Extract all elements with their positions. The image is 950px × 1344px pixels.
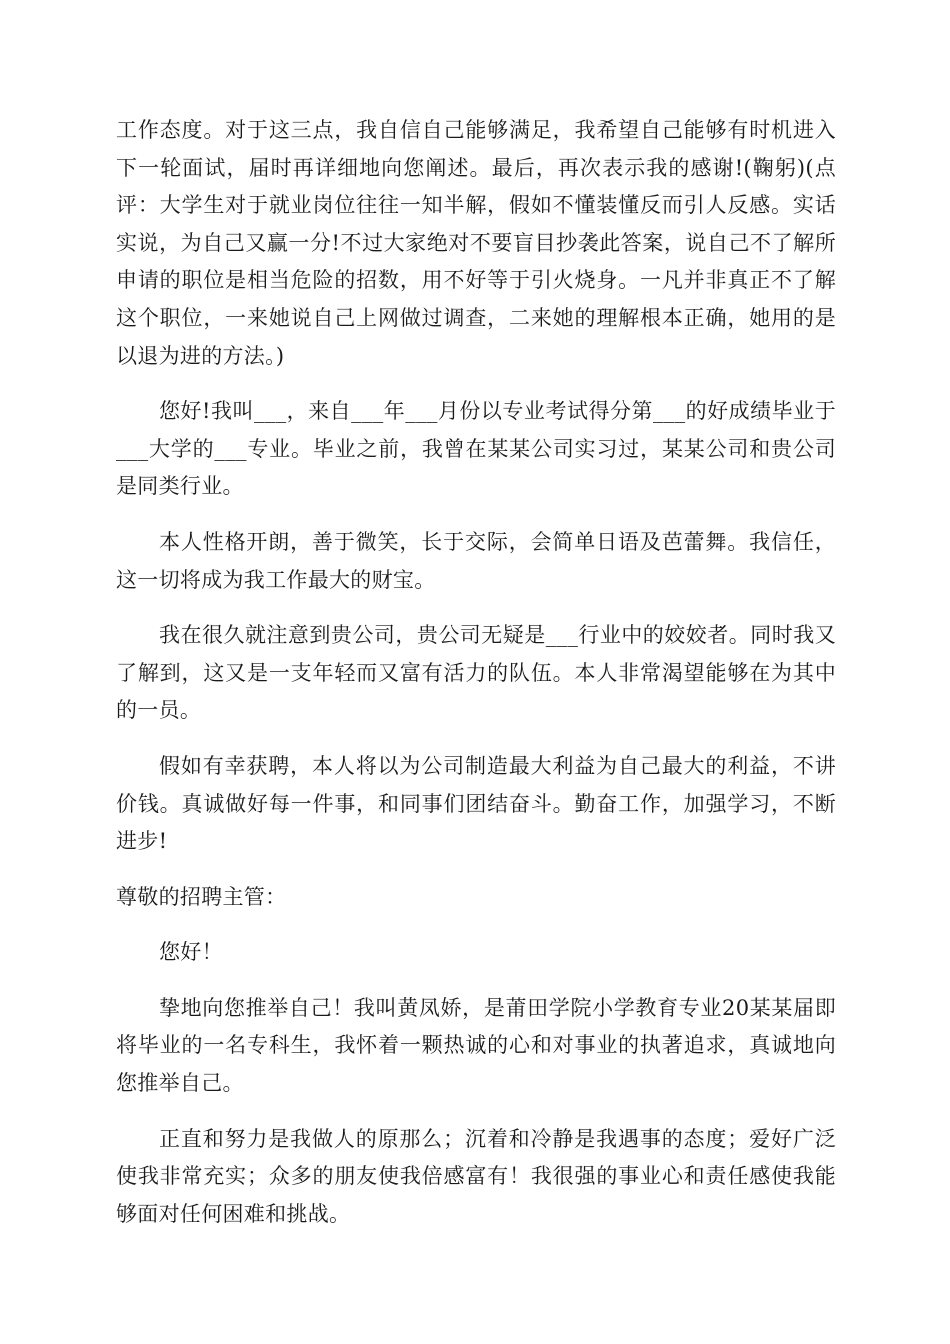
paragraph-self-introduction: 您好!我叫___，来自___年___月份以专业考试得分第___的好成绩毕业于___大学的___专业。毕业之前，我曾在某某公司实习过，某某公司和贵公司是同类行业。	[116, 399, 836, 499]
paragraph-recommendation: 挚地向您推举自己！我叫黄凤娇，是莆田学院小学教育专业20某某届即将毕业的一名专科生，我怀着一颗热诚的心和对事业的执著追求，真诚地向您推举自己。	[116, 995, 836, 1096]
letter-salutation: 尊敬的招聘主管：	[116, 884, 287, 909]
letter-greeting: 您好！	[159, 940, 223, 965]
paragraph-commitment: 假如有幸获聘，本人将以为公司制造最大利益为自己最大的利益，不讲价钱。真诚做好每一件事，和同事们团结奋斗。勤奋工作，加强学习，不断进步!	[116, 753, 836, 854]
paragraph-interview-commentary: 工作态度。对于这三点，我自信自己能够满足，我希望自己能够有时机进入下一轮面试，届时再详细地向您阐述。最后，再次表示我的感谢!(鞠躬)(点评：大学生对于就业岗位往往一知半解，假如不懂装懂反而引人反感。实话实说，为自己又赢一分!不过大家绝对不要盲目抄袭此答案，说自己不了解所申请的职位是相当危险的招数，用不好等于引火烧身。一凡并非真正不了解这个职位，一来她说自己上网做过调查，二来她的理解根本正确，她用的是以退为进的方法。)	[116, 118, 836, 368]
paragraph-personality: 本人性格开朗，善于微笑，长于交际，会简单日语及芭蕾舞。我信任，这一切将成为我工作最大的财宝。	[116, 529, 836, 592]
paragraph-company-interest: 我在很久就注意到贵公司，贵公司无疑是___行业中的姣姣者。同时我又了解到，这又是一支年轻而又富有活力的队伍。本人非常渴望能够在为其中的一员。	[116, 623, 836, 723]
document-body	[116, 112, 836, 1251]
paragraph-character: 正直和努力是我做人的原那么；沉着和冷静是我遇事的态度；爱好广泛使我非常充实；众多的朋友使我倍感富有！我很强的事业心和责任感使我能够面对任何困难和挑战。	[116, 1126, 836, 1226]
